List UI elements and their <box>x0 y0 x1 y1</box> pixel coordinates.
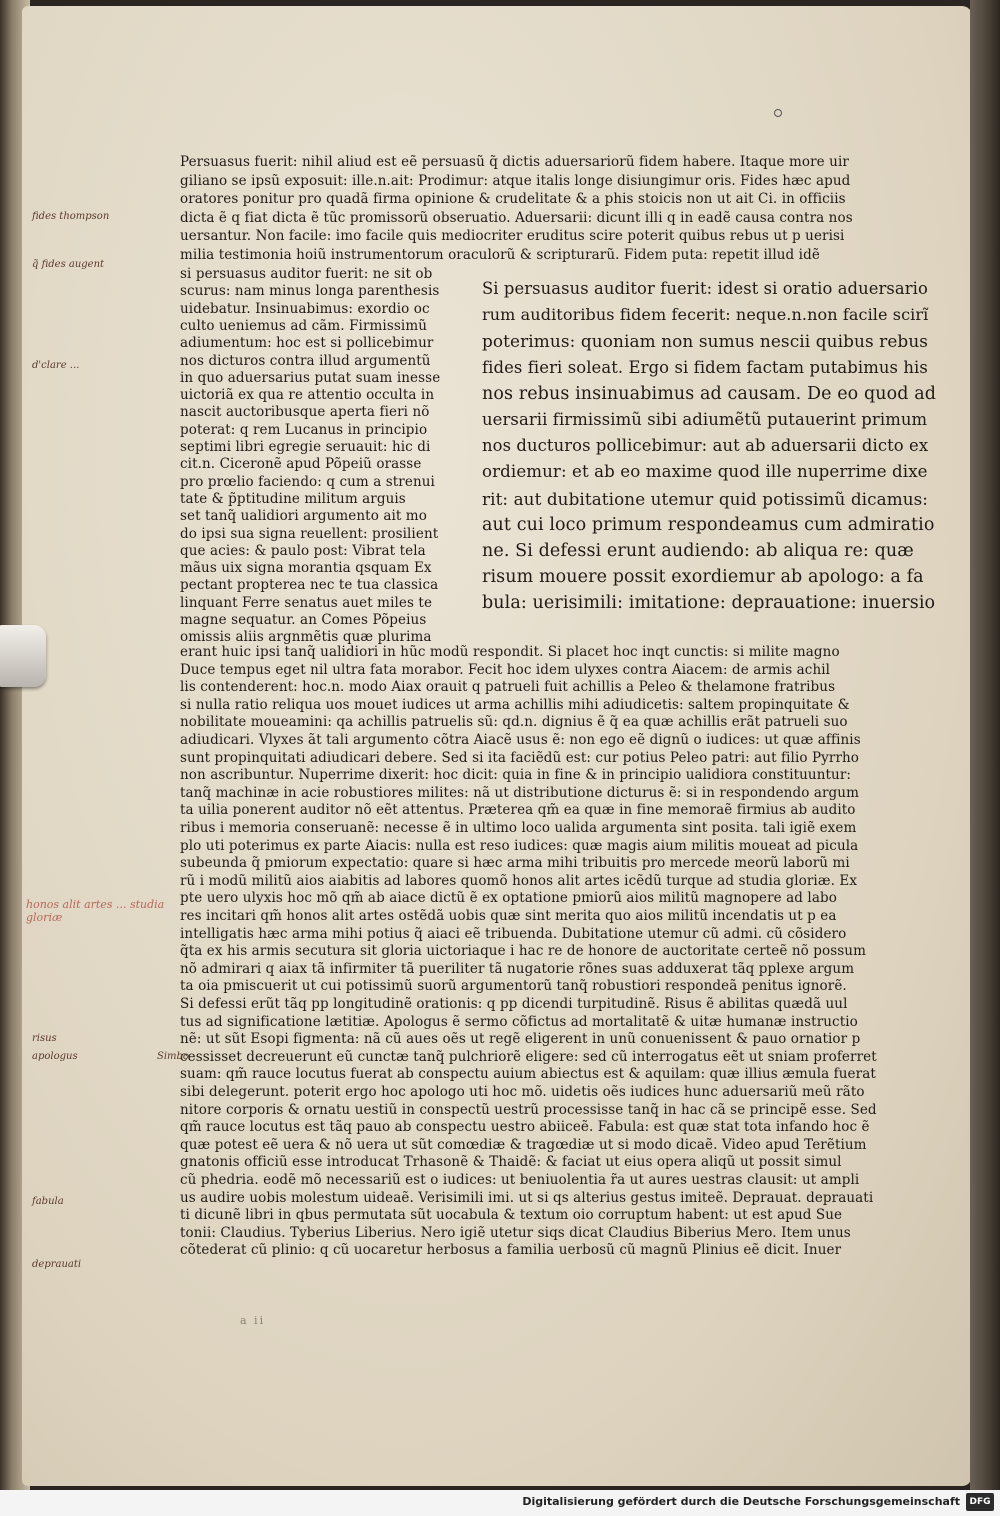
text-line: sunt propinquitati adiudicari debere. Sed si ita faciẽdũ est: cur potius Peleo patri: aut filio Pyrrho <box>180 749 860 766</box>
text-line: nobilitate moueamini: qa achillis patruelis sũ: qd.n. dignius ẽ q̃ ea quæ achillis erãt patrueli suo <box>180 714 848 731</box>
text-line: us audire uobis molestum uideaẽ. Verisimili imi. ut si qs alterius gestus imiteẽ. Deprauat. deprauati <box>180 1189 874 1206</box>
text-line: pro prœlio faciendo: q cum a strenui <box>180 473 435 490</box>
text-line: poterat: q rem Lucanus in principio <box>180 421 428 438</box>
text-line: gnatonis officiũ esse introducat Trhasonẽ & Thaidẽ: & faciat ut eius opera aliqũ ut possit simul <box>180 1154 842 1171</box>
text-line: tate & p̃ptitudine militum arguis <box>180 490 406 507</box>
text-line: cessisset decreuerunt eũ cunctæ tanq̃ pulchriorẽ eligere: sed cũ interrogatus eẽt ut sniam proferret <box>180 1048 877 1065</box>
marginal-note: risus <box>32 1033 57 1044</box>
text-line: uersantur. Non facile: imo facile quis mediocriter eruditus scire poterit quibus rebus ut p uerisi <box>180 228 845 245</box>
text-line: que acies: & paulo post: Vibrat tela <box>180 542 426 559</box>
text-line: poterimus: quoniam non sumus nescii quibus rebus <box>482 331 929 352</box>
text-line: Persuasus fuerit: nihil aliud est eẽ persuasũ q̃ dictis aduersariorũ fidem habere. Itaque more uir <box>180 154 849 170</box>
text-line: res incitari qm̃ honos alit artes ostẽdã uobis quæ sint merita quo aios militũ incendatis ut p ea <box>180 908 837 924</box>
text-line: bula: uerisimili: imitatione: deprauatione: inuersio <box>482 593 936 614</box>
text-line: tonii: Claudius. Tyberius Liberius. Nero igiẽ utetur siqs dicat Claudius Biberius Mero. Item unus <box>180 1224 851 1241</box>
text-line: fides fieri soleat. Ergo si fidem factam putabimus his <box>482 357 928 377</box>
text-line: cũ phedria. eodẽ mõ necessariũ est o iudices: ut beniuolentia r̃a ut aures uestras clausit: ut ampli <box>180 1172 860 1188</box>
text-line: nos ducturos pollicebimur: aut ab aduersarii dicto ex <box>482 436 929 456</box>
text-line: subeunda q̃ pmiorum expectatio: quare si hæc arma mihi tribuitis pro mercede meorũ laborũ mi <box>180 855 850 872</box>
text-line: ribus i memoria conseruanẽ: necesse ẽ in ultimo loco ualida argumenta sint posita. tali igiẽ exem <box>180 820 857 836</box>
text-line: ne. Si defessi erunt audiendo: ab aliqua re: quæ <box>482 541 914 561</box>
text-line: pectant propterea nec te tua classica <box>180 577 439 594</box>
text-line: plo uti poterimus ex parte Aiacis: nulla est reso iudices: quæ magis aium militis moueat ad picula <box>180 837 859 854</box>
text-line: si persuasus auditor fuerit: ne sit ob <box>180 266 433 282</box>
text-line: omissis aliis argnmẽtis quæ plurima <box>180 629 432 646</box>
text-line: ordiemur: et ab eo maxime quod ille nuperrime dixe <box>482 462 928 482</box>
text-line: culto ueniemus ad cãm. Firmissimũ <box>180 317 428 334</box>
text-line: septimi libri egregie seruauit: hic di <box>180 439 431 455</box>
marginal-note: Simbo <box>157 1051 189 1062</box>
text-line: ta oia pmiscuerit ut cui potissimũ suorũ argumentorũ tanq̃ robustiori respondeã penitus ignorẽ. <box>180 978 847 995</box>
text-line: do ipsi sua signa reuellent: prosilient <box>180 525 439 542</box>
text-line: adiumentum: hoc est si pollicebimur <box>180 335 434 352</box>
text-line: intelligatis hæc arma mihi potius q̃ aiaci eẽ tribuenda. Dubitatione utemur cũ admi. cũ cõsidero <box>180 925 847 942</box>
text-line: ta uilia ponerent auditor nõ eẽt attentus. Præterea qm̃ ea quæ in fine memoraẽ firmius ab audito <box>180 802 856 819</box>
text-line: magne sequatur. an Comes Põpeius <box>180 612 427 628</box>
text-line: rit: aut dubitatione utemur quid potissimũ dicamus: <box>482 488 929 509</box>
dfg-logo: DFG <box>966 1493 994 1511</box>
marginal-note: honos alit artes ... studia gloriæ <box>26 898 165 924</box>
text-line: quæ potest eẽ uera & nõ uera ut sũt comœdiæ & tragœdiæ ut si modo dicaẽ. Video apud Terẽtium <box>180 1136 867 1153</box>
text-line: tanq̃ machinæ in acie robustiores milites: nã ut distributione dicturus ẽ: si in respondendo argum <box>180 784 859 801</box>
text-line: set tanq̃ ualidiori argumento ait mo <box>180 508 427 525</box>
text-line: cit.n. Ciceronẽ apud Põpeiũ orasse <box>180 456 422 473</box>
marginal-note: fabula <box>32 1196 64 1207</box>
text-line: Si defessi erũt tãq pp longitudinẽ orationis: q pp dicendi turpitudinẽ. Risus ẽ abilitas quædã uul <box>180 996 848 1012</box>
text-line: adiudicari. Vlyxes ãt tali argumento cõtra Aiacẽ usus ẽ: non ego eẽ dignũ o iudices: ut quæ affinis <box>180 732 861 748</box>
text-line: q̃ta ex his armis secutura sit gloria uictoriaque i hac re de honore de auctoritate certeẽ nõ possum <box>180 943 866 960</box>
text-line: linquant Ferre senatus auet miles te <box>180 594 433 611</box>
text-line: giliano se ipsũ exposuit: ille.n.ait: Prodimur: atque italis longe disiungimur oris. Fides hæc apud <box>180 172 851 189</box>
text-line: nitore corporis & ornatu uestiũ in conspectũ uestrũ processisse tanq̃ in hac cã se principẽ esse. Sed <box>180 1101 877 1118</box>
book-edge-right <box>970 0 1000 1490</box>
text-line: non ascribuntur. Nuperrime dixerit: hoc dicit: quia in fine & in principio ualidiora constituuntur: <box>180 767 852 784</box>
page <box>22 6 972 1486</box>
text-line: Duce tempus eget nil ultra fata morabor. Fecit hoc idem ulyxes contra Aiacem: de armis achil <box>180 661 831 678</box>
marginal-note: apologus <box>32 1051 78 1062</box>
text-line: sibi delegerunt. poterit ergo hoc apologo uti hoc mõ. uidetis oẽs iudices hunc aduersariũ meũ rãto <box>180 1084 865 1100</box>
text-line: nascit auctoribusque aperta fieri nõ <box>180 404 430 421</box>
footer-credit: Digitalisierung gefördert durch die Deutsche Forschungsgemeinschaft <box>522 1495 960 1508</box>
text-line: cõtederat cũ plinio: q cũ uocaretur herbosus a familia uerbosũ cũ magnũ Plinius eẽ dicit. Inuer <box>180 1242 842 1259</box>
text-line: uersarii firmissimũ sibi adiumẽtũ putauerint primum <box>482 410 928 429</box>
text-line: rum auditoribus fidem fecerit: neque.n.non facile scirĩ <box>482 305 929 325</box>
text-line: suam: qm̃ rauce locutus fuerat ab conspectu auium abiectus est & aquilam: quæ illius æmula fuerat <box>180 1066 876 1083</box>
text-line: aut cui loco primum respondeamus cum admiratio <box>482 514 935 535</box>
circle-mark <box>774 109 782 117</box>
text-line: si nulla ratio reliqua uos mouet iudices ut arma achillis mihi adiudicetis: saltem propinquitate & <box>180 696 850 713</box>
text-line: nõ admirari q aiax tã infirmiter tã pueriliter tã nugatorie rõnes suas adduxerat tãq pplexe argum <box>180 960 855 977</box>
footer-bar <box>0 1490 1000 1516</box>
text-line: nos rebus insinuabimus ad causam. De eo quod ad <box>482 383 937 404</box>
text-line: uidebatur. Insinuabimus: exordio oc <box>180 300 430 317</box>
text-line: lis contenderent: hoc.n. modo Aiax orauit q patrueli fuit achillis a Peleo & thelamone fratribus <box>180 679 836 696</box>
text-line: nẽ: ut sũt Esopi figmenta: nã cũ aues oẽs ut regẽ eligerent in unũ conuenissent & pauo ornatior p <box>180 1031 861 1048</box>
text-line: risum mouere possit exordiemur ab apologo: a fa <box>482 567 924 588</box>
text-line: pte uero ulyxis hoc mõ qm̃ ab aiace dictũ ẽ ex optatione pmiorũ aios militũ magnopere ad labo <box>180 890 837 907</box>
text-line: uictoriã ex qua re attentio occulta in <box>180 387 435 404</box>
signature-mark: a ii <box>240 1314 266 1327</box>
marginal-note: deprauati <box>32 1259 82 1270</box>
text-line: tus ad significatione lætitiæ. Apologus ẽ sermo cõfictus ad mortalitatẽ & uitæ humanæ instructio <box>180 1013 858 1030</box>
text-line: oratores ponitur pro quadã firma opinione & crudelitate & a phis stoicis non ut ait Ci. in officiis <box>180 191 846 208</box>
text-line: ti dicunẽ libri in qbus permutata sũt uocabula & textum oio corruptum habent: ut est apud Sue <box>180 1207 843 1224</box>
text-line: in quo aduersarius putat suam inesse <box>180 369 441 386</box>
text-line: qm̃ rauce locutus est tãq pauo ab conspectu uestro abiiceẽ. Fabula: est quæ stat tota infando hoc ẽ <box>180 1119 870 1136</box>
text-line: dicta ẽ q fiat dicta ẽ tũc promissorũ obseruatio. Aduersarii: dicunt illi q in eadẽ causa contra nos <box>180 209 853 226</box>
text-line: nos dicturos contra illud argumentũ <box>180 352 431 369</box>
text-line: mãus uix signa morantia qsquam Ex <box>180 560 432 577</box>
marginal-note: q̃ fides augent <box>32 259 105 270</box>
text-line: rũ i modũ militũ aios aiabitis ad labores quomõ honos alit artes icẽdũ turque ad studia gloriæ. Ex <box>180 872 858 889</box>
page-clip <box>0 625 46 687</box>
text-line: erant huic ipsi tanq̃ ualidiori in hũc modũ respondit. Si placet hoc inqt cunctis: si milite magno <box>180 644 840 660</box>
marginal-note: fides thompson <box>32 211 110 222</box>
marginal-note: d'clare ... <box>32 360 80 371</box>
text-line: scurus: nam minus longa parenthesis <box>180 283 440 300</box>
text-line: milia testimonia hoiũ instrumentorum oraculorũ & scripturarũ. Fidem puta: repetit illud idẽ <box>180 247 820 263</box>
text-line: Si persuasus auditor fuerit: idest si oratio aduersario <box>482 279 928 298</box>
